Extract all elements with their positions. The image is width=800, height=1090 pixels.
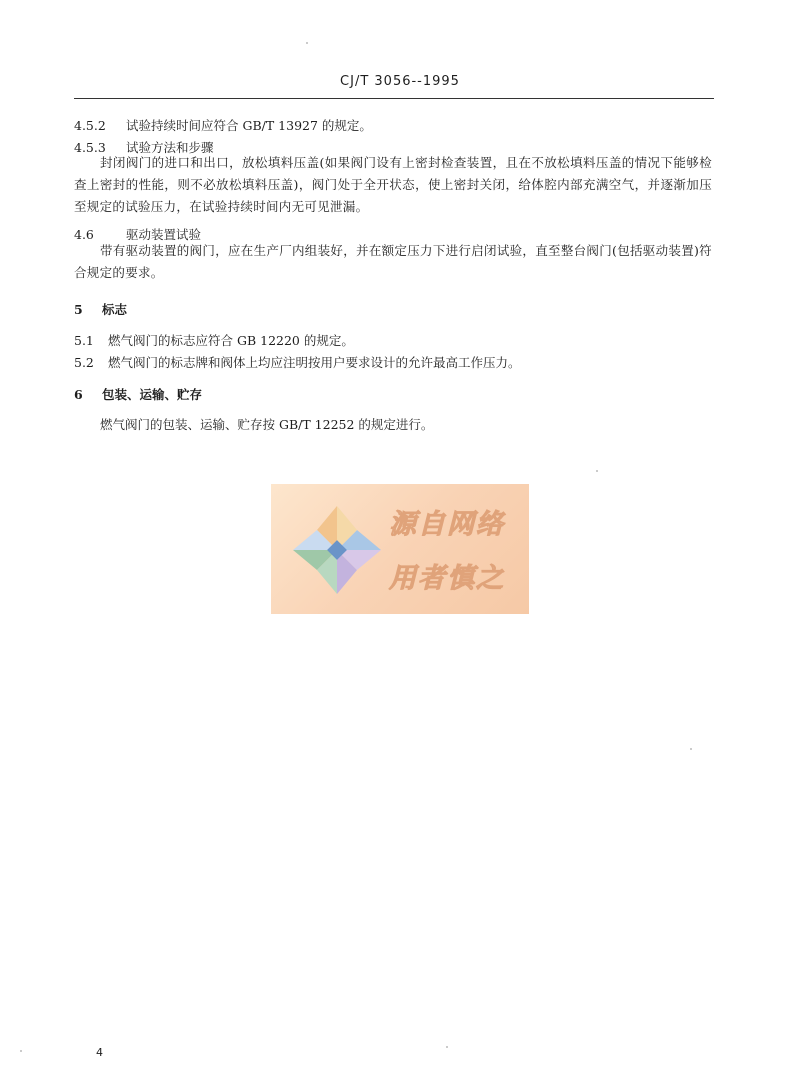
watermark-text-line1: 源自网络 xyxy=(389,509,505,540)
clause-4-6-paragraph: 带有驱动装置的阀门，应在生产厂内组装好，并在额定压力下进行启闭试验，直至整台阀门(包括驱动装置)符合规定的要求。 xyxy=(74,243,712,280)
header-rule xyxy=(74,98,714,99)
clause-text: 试验持续时间应符合 GB/T 13927 的规定。 xyxy=(126,118,372,133)
scan-speck xyxy=(596,470,598,472)
clause-number: 4.5.2 xyxy=(74,118,106,133)
clause-title: 试验方法和步骤 xyxy=(126,140,214,155)
clause-4-5-2 xyxy=(74,116,372,134)
scan-speck xyxy=(306,42,308,44)
section-title: 标志 xyxy=(102,302,128,317)
section-number: 6 xyxy=(74,387,83,402)
clause-number: 5.1 xyxy=(74,333,94,348)
standard-code-header: CJ/T 3056--1995 xyxy=(340,74,460,89)
clause-number: 4.5.3 xyxy=(74,140,106,155)
section-6-paragraph: 燃气阀门的包装、运输、贮存按 GB/T 12252 的规定进行。 xyxy=(100,417,434,432)
section-number: 5 xyxy=(74,302,83,317)
clause-text: 燃气阀门的标志牌和阀体上均应注明按用户要求设计的允许最高工作压力。 xyxy=(108,355,521,370)
pinwheel-logo-icon xyxy=(287,500,387,600)
scan-speck xyxy=(446,1046,448,1048)
clause-4-5-3-paragraph: 封闭阀门的进口和出口，放松填料压盖(如果阀门设有上密封检查装置，且在不放松填料压盖的情况下能够检查上密封的性能，则不必放松填料压盖)，阀门处于全开状态，使上密封关闭，给体腔内部充满空气，并逐渐加压至规定的试验压力，在试验持续时间内无可见泄漏。 xyxy=(74,155,712,214)
clause-5-2 xyxy=(74,353,521,371)
scan-speck xyxy=(20,1050,22,1052)
watermark-text-line2: 用者慎之 xyxy=(389,563,505,594)
section-6-heading xyxy=(74,385,202,403)
clause-number: 5.2 xyxy=(74,355,94,370)
clause-text: 燃气阀门的标志应符合 GB 12220 的规定。 xyxy=(108,333,354,348)
scan-speck xyxy=(690,748,692,750)
section-title: 包装、运输、贮存 xyxy=(102,387,203,402)
clause-number: 4.6 xyxy=(74,227,94,242)
section-5-heading xyxy=(74,300,127,318)
page-number: 4 xyxy=(96,1046,103,1059)
clause-title: 驱动装置试验 xyxy=(126,227,202,242)
clause-5-1 xyxy=(74,331,354,349)
watermark xyxy=(271,484,529,614)
